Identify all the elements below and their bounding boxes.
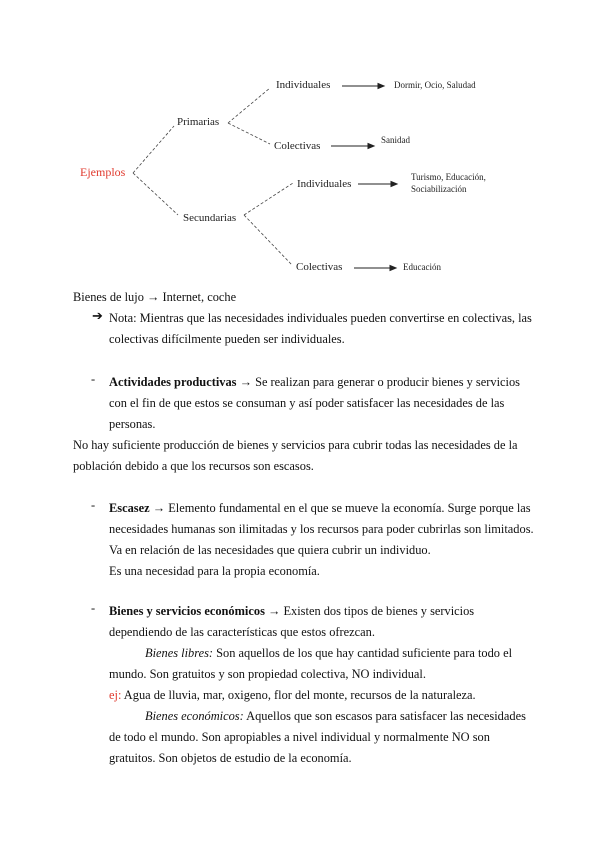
libres-text-1: Son aquellos de los que hay cantidad suficiente para todo el	[213, 646, 513, 660]
diagram-secundarias: Secundarias	[183, 212, 237, 224]
bienes-lujo-line: Bienes de lujo → Internet, coche	[73, 290, 237, 304]
escasez-line-1	[109, 498, 531, 519]
connector-root-secundarias	[133, 173, 178, 215]
ejemplo-text: Agua de lluvia, mar, oxigeno, flor del monte, recursos de la naturaleza.	[121, 688, 476, 702]
diagram-secundarias-colectivas-result: Educación	[403, 262, 441, 272]
arrow-head-2	[368, 144, 374, 149]
arrow-head-1	[378, 84, 384, 89]
nota-line-2: colectivas difícilmente pueden ser individuales.	[109, 332, 345, 346]
diagram-primarias-individuales-result: Dormir, Ocio, Saludad	[394, 80, 476, 90]
actividades-text-1: → Se realizan para generar o producir bienes y servicios	[236, 375, 520, 389]
escasez-title: Escasez	[109, 501, 150, 515]
nohay-line-1: No hay suficiente producción de bienes y servicios para cubrir todas las necesidades de la	[73, 438, 518, 452]
diagram-primarias-individuales: Individuales	[276, 79, 331, 91]
escasez-line-3: Va en relación de las necesidades que quiera cubrir un individuo.	[109, 543, 431, 557]
actividades-line-2: con el fin de que estos se consuman y así poder satisfacer las necesidades de las	[109, 396, 505, 410]
diagram-primarias: Primarias	[177, 116, 220, 128]
economicos-line-3: gratuitos. Son objetos de estudio de la economía.	[109, 751, 352, 765]
bienes-line-1	[109, 601, 474, 622]
needs-diagram	[0, 60, 600, 280]
connector-primarias-colectivas	[228, 123, 270, 144]
connector-primarias-individuales	[228, 88, 270, 123]
libres-line-1	[145, 643, 512, 664]
arrow-head-4	[390, 266, 396, 271]
dash-bullet-icon: -	[91, 372, 96, 386]
connector-root-primarias	[133, 126, 174, 173]
escasez-line-2: necesidades humanas son ilimitadas y los recursos para poder cubrirlas son limitados.	[109, 522, 534, 536]
actividades-line-3: personas.	[109, 417, 156, 431]
diagram-primarias-colectivas: Colectivas	[274, 140, 321, 152]
nota-line-1: Nota: Mientras que las necesidades individuales pueden convertirse en colectivas, las	[109, 311, 532, 325]
actividades-line-1	[109, 372, 520, 393]
ejemplo-line	[109, 685, 476, 706]
arrow-head-3	[391, 182, 397, 187]
diagram-primarias-colectivas-result: Sanidad	[381, 135, 410, 145]
actividades-title: Actividades productivas	[109, 375, 237, 389]
bienes-text-1: → Existen dos tipos de bienes y servicios	[264, 604, 475, 618]
libres-line-2: mundo. Son gratuitos y son propiedad colectiva, NO individual.	[109, 667, 426, 681]
diagram-secundarias-individuales-result-2: Sociabilización	[411, 184, 467, 194]
arrow-bullet-icon: ➔	[92, 308, 103, 323]
diagram-secundarias-individuales: Individuales	[297, 178, 352, 190]
connector-secundarias-individuales	[244, 183, 293, 215]
nohay-line-2: población debido a que los recursos son escasos.	[73, 459, 314, 473]
economicos-label: Bienes económicos:	[145, 709, 244, 723]
diagram-secundarias-colectivas: Colectivas	[296, 261, 343, 273]
economicos-line-2: de todo el mundo. Son apropiables a nivel individual y normalmente NO son	[109, 730, 490, 744]
diagram-root: Ejemplos	[80, 165, 126, 179]
escasez-line-4: Es una necesidad para la propia economía.	[109, 564, 320, 578]
diagram-secundarias-individuales-result-1: Turismo, Educación,	[411, 172, 486, 182]
connector-secundarias-colectivas	[244, 215, 292, 265]
bienes-line-2: dependiendo de las características que estos ofrezcan.	[109, 625, 375, 639]
dash-bullet-icon: -	[91, 498, 96, 512]
libres-label: Bienes libres:	[145, 646, 214, 660]
bienes-title: Bienes y servicios económicos	[109, 604, 265, 618]
dash-bullet-icon: -	[91, 601, 96, 615]
ejemplo-label: ej:	[109, 688, 122, 702]
escasez-text-1: → Elemento fundamental en el que se mueve la economía. Surge porque las	[149, 501, 531, 515]
economicos-line-1	[145, 706, 526, 727]
economicos-text-1: Aquellos que son escasos para satisfacer las necesidades	[243, 709, 526, 723]
